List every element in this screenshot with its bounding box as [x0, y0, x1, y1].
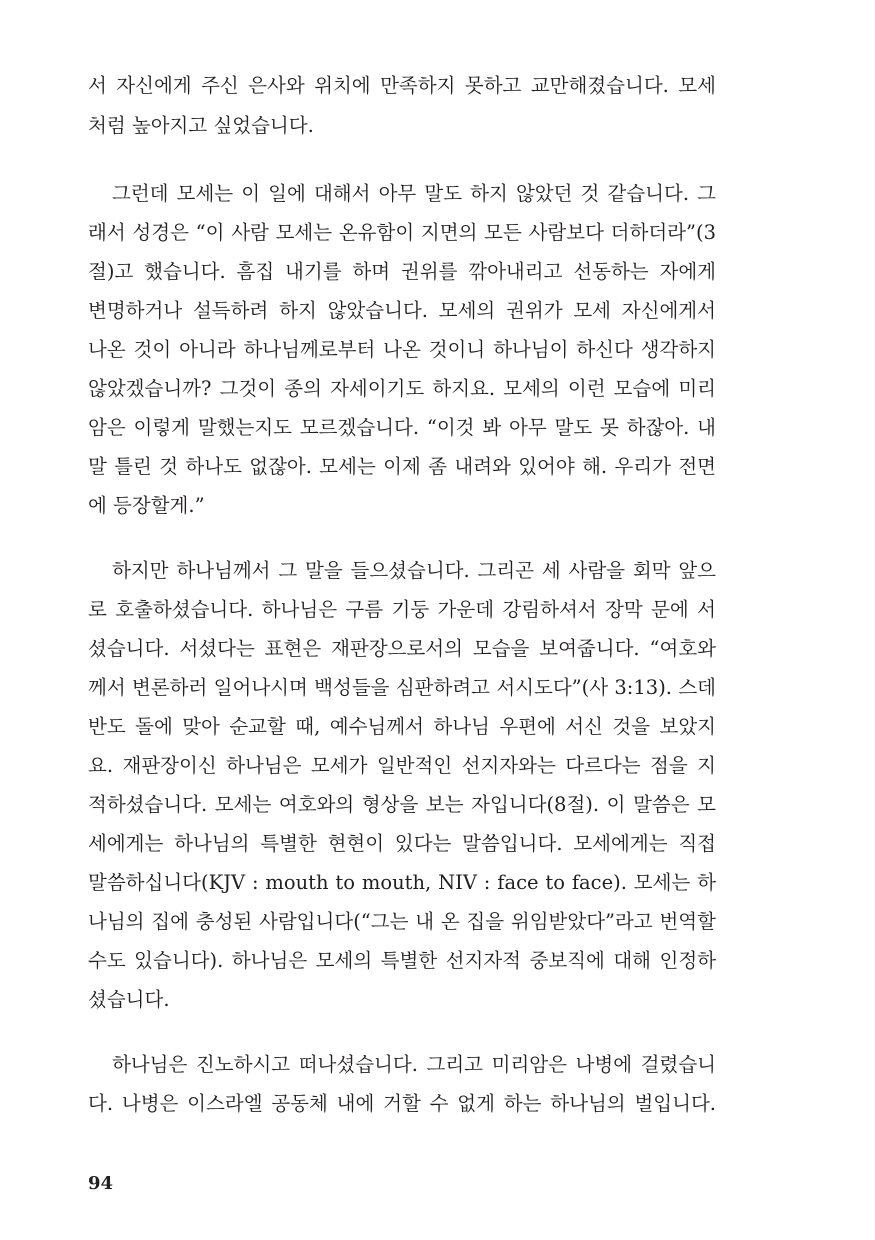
text-line: 하지만 하나님께서 그 말을 들으셨습니다. 그리곤 세 사람을 회막 앞으	[112, 559, 716, 582]
text-line: 절)고 했습니다. 흠집 내기를 하며 권위를 깎아내리고 선동하는 자에게	[88, 260, 716, 283]
text-line: 나온 것이 아니라 하나님께로부터 나온 것이니 하나님이 하신다 생각하지	[88, 338, 716, 361]
page-number: 94	[88, 1173, 114, 1194]
text-line: 셨습니다.	[88, 988, 170, 1011]
text-line: 나님의 집에 충성된 사람입니다(“그는 내 온 집을 위임받았다”라고 번역할	[88, 910, 716, 933]
text-line: 로 호출하셨습니다. 하나님은 구름 기둥 가운데 강림하셔서 장막 문에 서	[88, 598, 716, 621]
text-line: 처럼 높아지고 싶었습니다.	[88, 114, 314, 137]
text-line: 말 틀린 것 하나도 없잖아. 모세는 이제 좀 내려와 있어야 해. 우리가 전면	[88, 455, 716, 478]
text-line: 에 등장할게.”	[88, 494, 205, 517]
text-line: 변명하거나 설득하려 하지 않았습니다. 모세의 권위가 모세 자신에게서	[88, 299, 716, 322]
text-line: 않았겠습니까? 그것이 종의 자세이기도 하지요. 모세의 이런 모습에 미리	[88, 377, 716, 400]
text-line: 말씀하십니다(KJV : mouth to mouth, NIV : face to face). 모세는 하	[88, 871, 716, 894]
text-line: 래서 성경은 “이 사람 모세는 온유함이 지면의 모든 사람보다 더하더라”(3	[88, 221, 716, 244]
text-line: 적하셨습니다. 모세는 여호와의 형상을 보는 자입니다(8절). 이 말씀은 모	[88, 793, 716, 816]
text-line: 수도 있습니다). 하나님은 모세의 특별한 선지자적 중보직에 대해 인정하	[88, 949, 716, 972]
text-line: 요. 재판장이신 하나님은 모세가 일반적인 선지자와는 다르다는 점을 지	[88, 754, 716, 777]
text-line: 세에게는 하나님의 특별한 현현이 있다는 말씀입니다. 모세에게는 직접	[88, 832, 716, 855]
text-line: 께서 변론하러 일어나시며 백성들을 심판하려고 서시도다”(사 3:13). 스데	[88, 676, 716, 699]
text-line: 반도 돌에 맞아 순교할 때, 예수님께서 하나님 우편에 서신 것을 보았지	[88, 715, 716, 738]
text-line: 셨습니다. 서셨다는 표현은 재판장으로서의 모습을 보여줍니다. “여호와	[88, 637, 716, 660]
text-line: 다. 나병은 이스라엘 공동체 내에 거할 수 없게 하는 하나님의 벌입니다.	[88, 1092, 716, 1115]
text-line: 하나님은 진노하시고 떠나셨습니다. 그리고 미리암은 나병에 걸렸습니	[112, 1053, 716, 1076]
text-line: 암은 이렇게 말했는지도 모르겠습니다. “이것 봐 아무 말도 못 하잖아. 내	[88, 416, 716, 439]
text-line: 그런데 모세는 이 일에 대해서 아무 말도 하지 않았던 것 같습니다. 그	[112, 182, 716, 205]
text-line: 서 자신에게 주신 은사와 위치에 만족하지 못하고 교만해졌습니다. 모세	[88, 74, 716, 97]
